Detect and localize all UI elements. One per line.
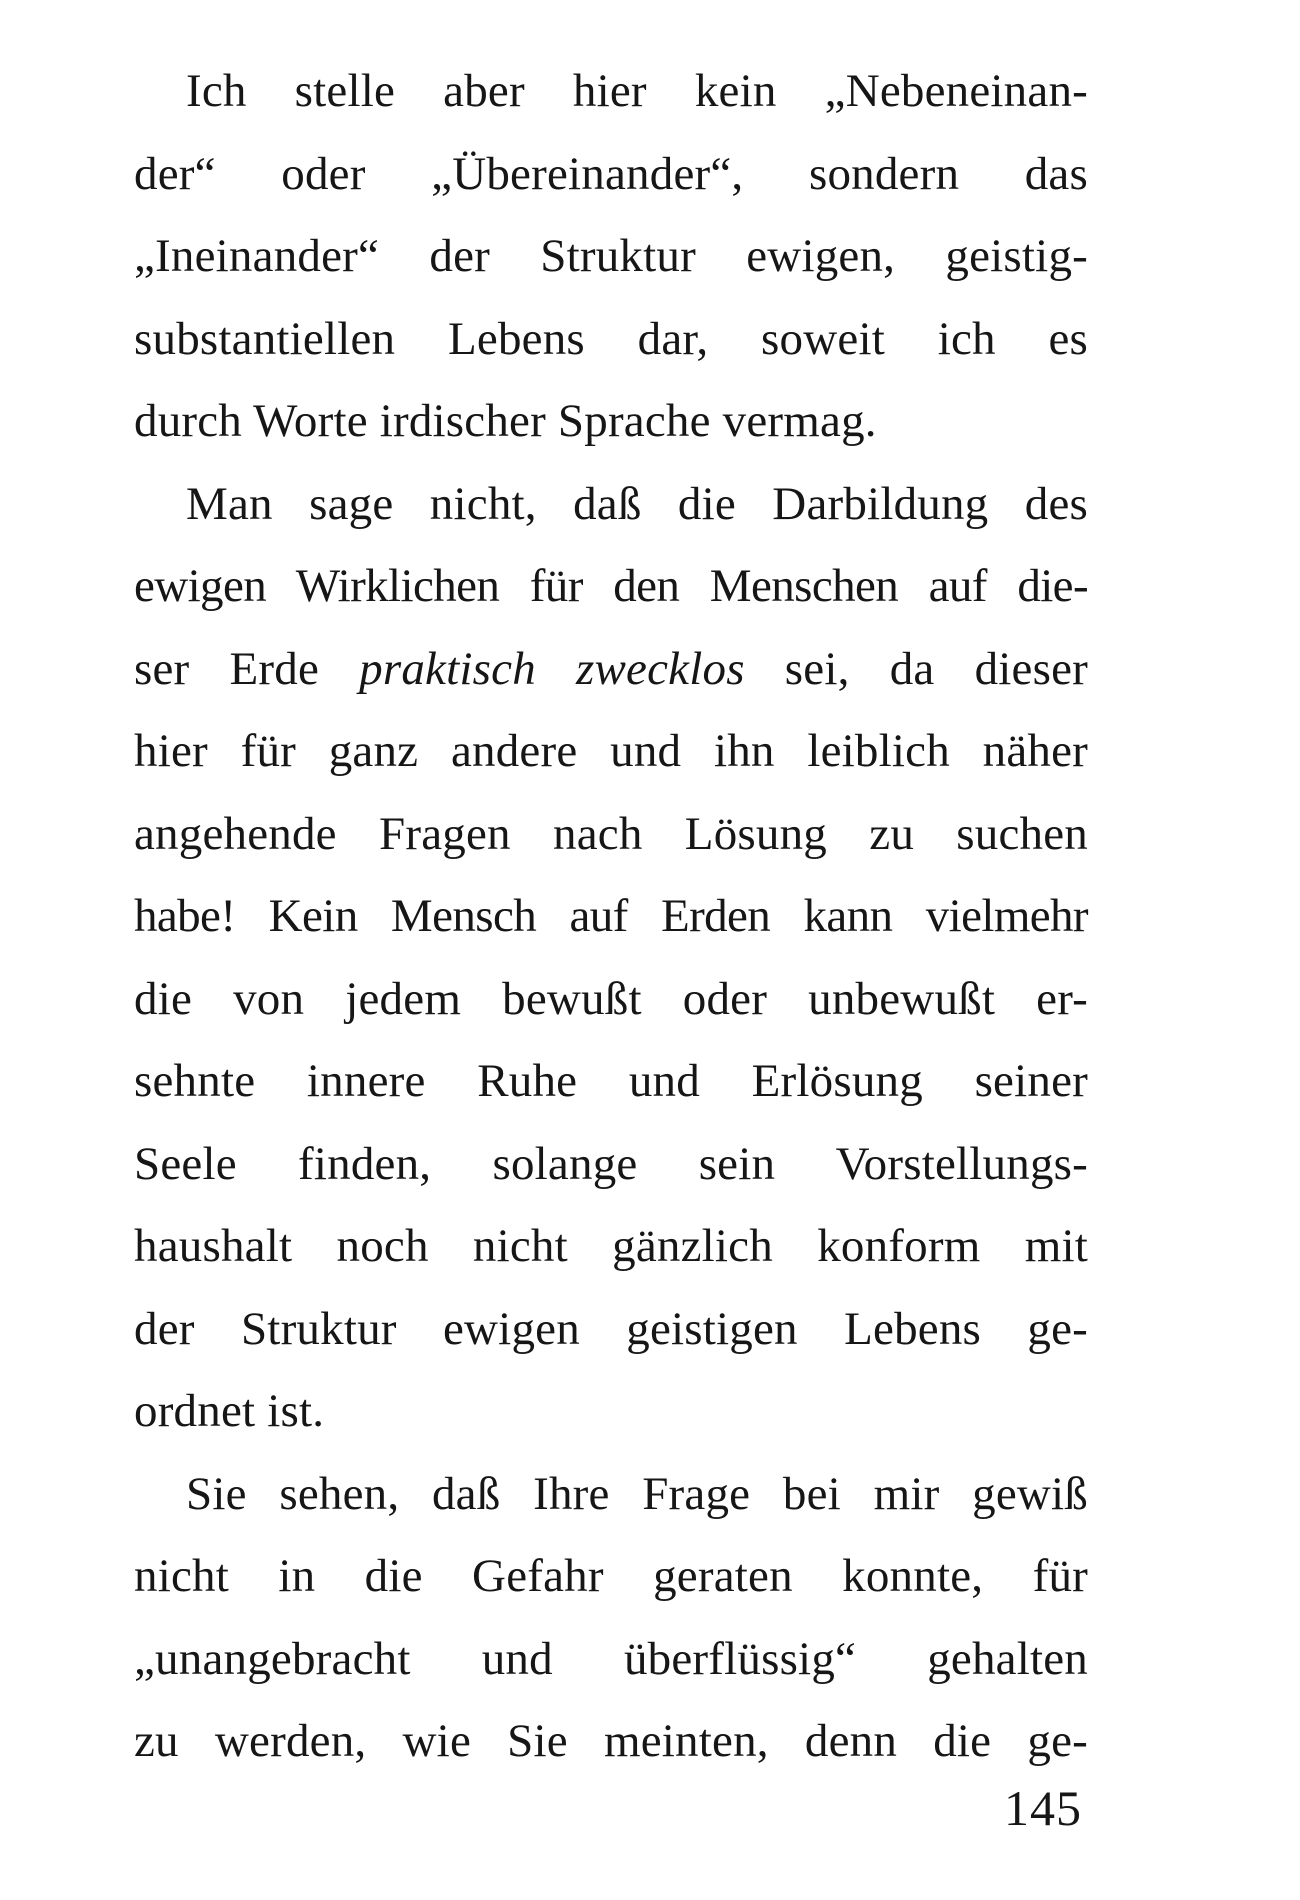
text-line: Ich stelle aber hier kein „Nebeneinan- xyxy=(186,65,1088,117)
text-line: „Ineinander“ der Struktur ewigen, geistig- xyxy=(134,230,1088,282)
text-line: nicht in die Gefahr geraten konnte, für xyxy=(134,1550,1088,1602)
text-line: substantiellen Lebens dar, soweit ich es xyxy=(134,312,1088,365)
text-line: zu werden, wie Sie meinten, denn die ge- xyxy=(134,1715,1088,1767)
text-line: ordnet ist. xyxy=(134,1385,325,1437)
text-line: durch Worte irdischer Sprache vermag. xyxy=(134,395,877,447)
text-line: Sie sehen, daß Ihre Frage bei mir gewiß xyxy=(186,1467,1088,1520)
text-line: sehnte innere Ruhe und Erlösung seiner xyxy=(134,1055,1088,1107)
text-line: Seele finden, solange sein Vorstellungs- xyxy=(134,1137,1088,1190)
text-line: der Struktur ewigen geistigen Lebens ge- xyxy=(134,1302,1088,1355)
body-text xyxy=(134,50,1088,1783)
text-segment: ser Erde xyxy=(134,642,360,695)
text-line: die von jedem bewußt oder unbewußt er- xyxy=(134,972,1088,1025)
text-line: der“ oder „Übereinander“, sondern das xyxy=(134,147,1088,200)
text-line: haushalt noch nicht gänzlich konform mit xyxy=(134,1220,1088,1272)
text-line: hier für ganz andere und ihn leiblich näher xyxy=(134,725,1088,777)
text-line: ewigen Wirklichen für den Menschen auf die- xyxy=(134,560,1088,612)
emphasized-text: praktisch zwecklos xyxy=(359,642,745,695)
page-number: 145 xyxy=(1004,1780,1082,1836)
text-line: „unangebracht und überflüssig“ gehalten xyxy=(134,1632,1088,1685)
text-segment: sei, da dieser xyxy=(744,642,1088,695)
text-line: habe! Kein Mensch auf Erden kann vielmehr xyxy=(134,890,1088,942)
text-line: Man sage nicht, daß die Darbildung des xyxy=(186,477,1088,530)
text-line: angehende Fragen nach Lösung zu suchen xyxy=(134,807,1088,860)
text-line-with-emphasis xyxy=(134,628,1088,711)
